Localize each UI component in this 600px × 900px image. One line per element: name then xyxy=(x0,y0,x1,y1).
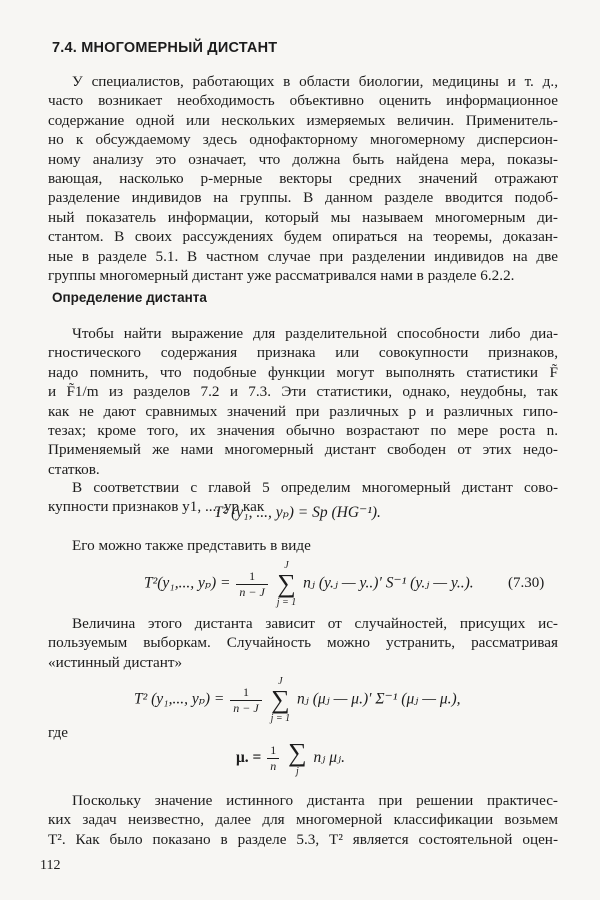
formula-sample-distant xyxy=(144,560,474,608)
equation-number: (7.30) xyxy=(508,575,545,591)
sum-upper-limit: J xyxy=(278,676,283,687)
formula-true-distant xyxy=(134,676,461,724)
text-line: Величина этого дистанта зависит от случайностей, присущих ис- xyxy=(72,615,558,632)
text-line: группы многомерный дистант уже рассматривался нами в разделе 6.2.2. xyxy=(48,267,515,285)
definition-paragraph xyxy=(48,324,558,479)
text-line: но к обсуждаемому здесь однофакторному многомерному дисперсион- xyxy=(48,131,558,149)
formula-distant-definition: T² (y₁, ..., yₚ) = Sp (HG⁻¹). xyxy=(214,504,381,521)
sigma-symbol: ∑ xyxy=(277,569,296,598)
text-line: ные в разделе 5.1. В частном случае при разделении индивидов на две xyxy=(48,247,558,265)
text-line: Применяемый же нами многомерный дистант свободен от этих недо- xyxy=(48,441,558,459)
sigma-symbol: ∑ xyxy=(288,738,307,767)
text-line: У специалистов, работающих в области биологии, медицины и т. д., xyxy=(72,73,558,90)
text-line: T². Как было показано в разделе 5.3, T² является состоятельной оцен- xyxy=(48,830,558,848)
section-title: МНОГОМЕРНЫЙ ДИСТАНТ xyxy=(81,40,278,56)
text-line: разделение индивидов на группы. В данном разделе вводится подоб- xyxy=(48,189,558,207)
text-line: содержание одной или нескольких измеряемых величин. Применитель- xyxy=(48,111,558,129)
sum-lower-limit: j = 1 xyxy=(276,597,297,608)
text-line: Поскольку значение истинного дистанта при решении практичес- xyxy=(72,792,558,809)
where-word: где xyxy=(48,724,68,741)
text-line: купности признаков y1, ..., yp как xyxy=(48,498,265,516)
text-line: статков. xyxy=(48,460,100,478)
text-line: В соответствии с главой 5 определим многомерный дистант сово- xyxy=(72,479,558,496)
fraction-denominator: n − J xyxy=(233,700,259,715)
sum-lower-limit: j xyxy=(296,766,299,777)
text-line: как не дают сравнимых значений при различных p и различных гипо- xyxy=(48,402,558,420)
closing-paragraph xyxy=(48,791,558,849)
section-number: 7.4. xyxy=(52,40,77,56)
randomness-paragraph xyxy=(48,614,558,672)
fraction-numerator: 1 xyxy=(236,569,267,585)
formula-lhs: μ. = xyxy=(236,749,262,767)
formula-body: nⱼ (y.ⱼ — y..)′ S⁻¹ (y.ⱼ — y..). xyxy=(303,574,474,592)
subsection-title: Определение дистанта xyxy=(52,290,207,305)
text-line: и F̃1/m из разделов 7.2 и 7.3. Эти статистики, однако, неудобны, так xyxy=(48,383,558,401)
formula-body: nⱼ (μⱼ — μ.)′ Σ⁻¹ (μⱼ — μ.), xyxy=(297,690,461,708)
text-line: Чтобы найти выражение для разделительной способности либо диа- xyxy=(72,325,558,342)
sum-operator xyxy=(277,560,297,608)
formula-lhs: T² (y₁,..., yₚ) = xyxy=(134,690,225,708)
text-line: ный показатель информации, который мы называем многомерным ди- xyxy=(48,208,558,226)
formula-body: nⱼ μⱼ. xyxy=(313,749,346,767)
alt-representation-text xyxy=(48,536,558,555)
text-line: ких задач неизвестно, далее для многомерной классификации возьмем xyxy=(48,811,558,829)
text-line: часто возникает необходимость объективно оценить информационное xyxy=(48,92,558,110)
text-line: Его можно также представить в виде xyxy=(72,537,311,554)
section-heading xyxy=(52,40,277,56)
fraction xyxy=(267,743,279,774)
page-number: 112 xyxy=(40,858,61,873)
sum-upper-limit: J xyxy=(284,560,289,571)
sum-lower-limit: j = 1 xyxy=(270,713,291,724)
text-line: пользуемым выборкам. Случайность можно устранить, рассматривая xyxy=(48,634,558,652)
sigma-symbol: ∑ xyxy=(271,685,290,714)
fraction xyxy=(236,569,267,600)
fraction xyxy=(230,685,261,716)
fraction-numerator: 1 xyxy=(267,743,279,759)
text-line: тезах; кроме того, их значения обычно возрастают по мере роста n. xyxy=(48,422,558,440)
sum-operator xyxy=(271,676,291,724)
sum-operator xyxy=(288,740,307,777)
text-line: «истинный дистант» xyxy=(48,653,183,671)
text-line: стантом. В своих рассуждениях будем опираться на теоремы, доказан- xyxy=(48,228,558,246)
intro-paragraph xyxy=(48,72,558,285)
fraction-numerator: 1 xyxy=(230,685,261,701)
text-line: ному анализу это означает, что должна быть найдена мера, показы- xyxy=(48,150,558,168)
fraction-denominator: n xyxy=(270,759,277,773)
formula-lhs: T²(y₁,..., yₚ) = xyxy=(144,574,231,592)
text-line: вающая, насколько p-мерные векторы средних значений отражают xyxy=(48,170,558,188)
fraction-denominator: n − J xyxy=(239,584,265,599)
text-line: надо помнить, что подобные функции могут выполнять статистики F̃ xyxy=(48,363,558,381)
text-line: гностического содержания признака или совокупности признаков, xyxy=(48,344,558,362)
formula-true-mean xyxy=(236,740,345,777)
